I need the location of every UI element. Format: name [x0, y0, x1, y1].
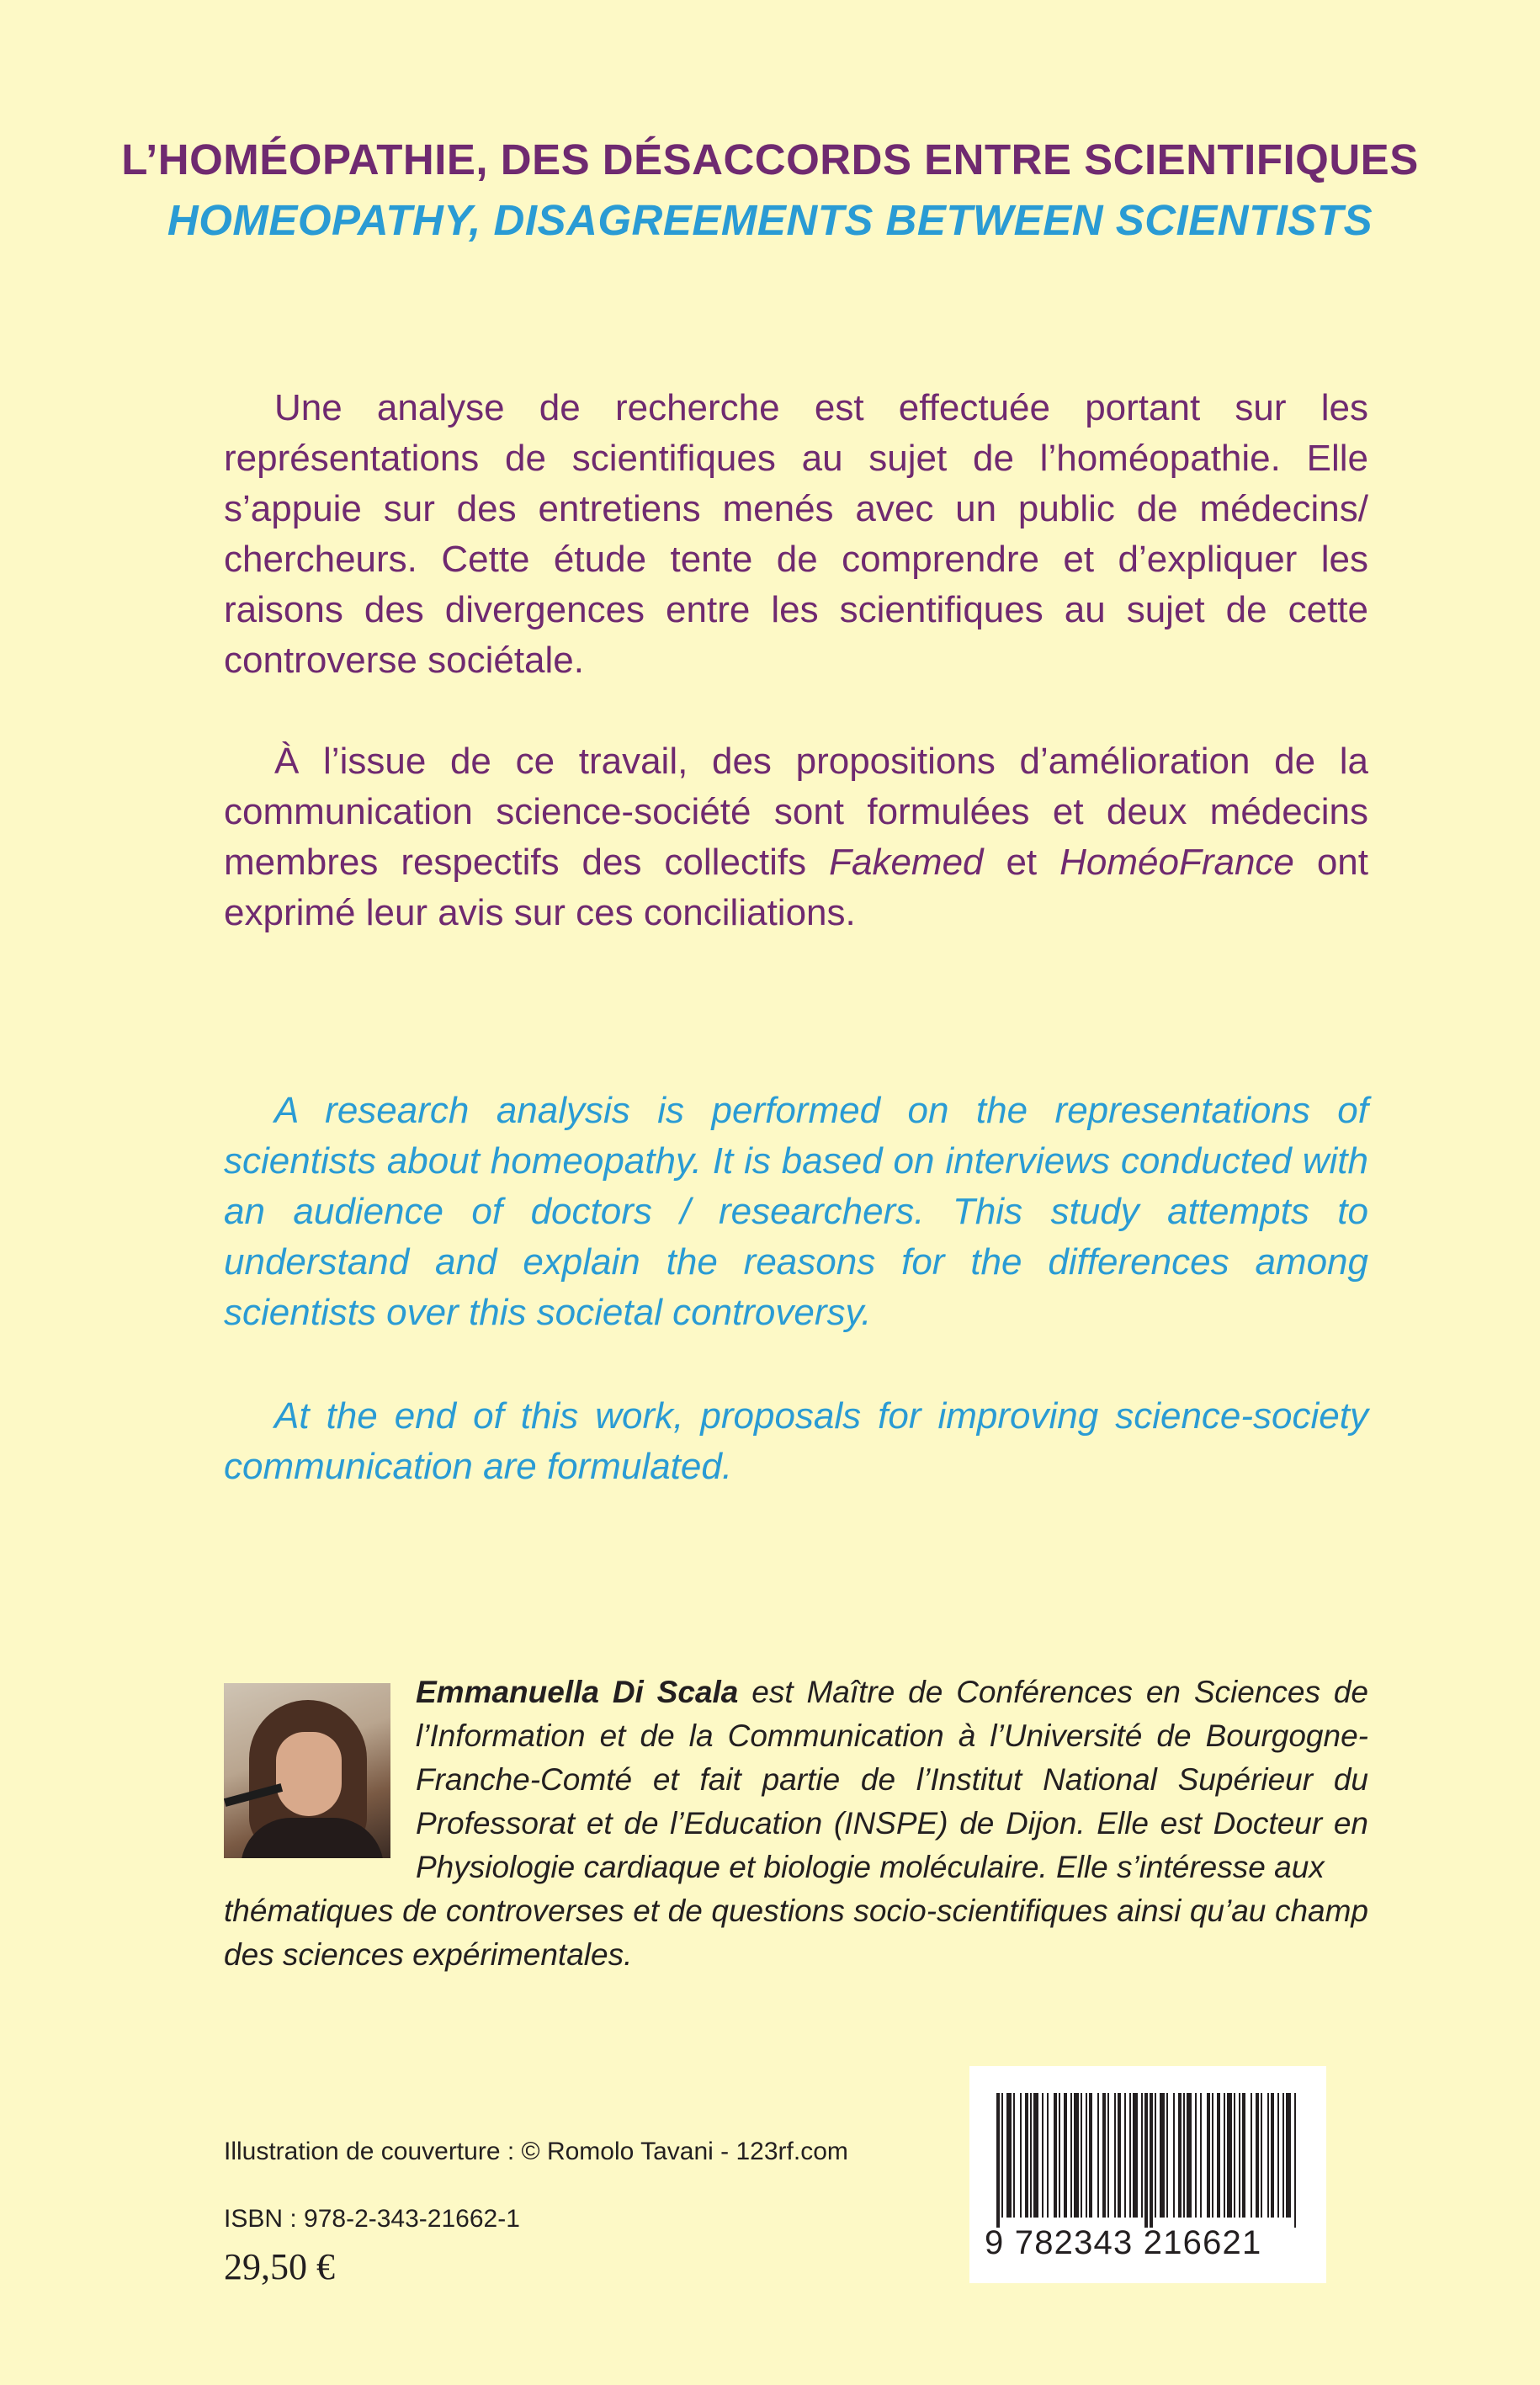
- collective-homeofrance: HoméoFrance: [1059, 842, 1294, 883]
- barcode-digits: 9 782343 216621: [985, 2224, 1262, 2261]
- barcode: [969, 2066, 1326, 2283]
- english-paragraph-1: A research analysis is performed on the representations of scientists about homeopathy. It is based on interviews conducted with an audience of doctors / researchers. This study attempts to understand and explain the reasons for the differences among scientists over this societal controversy.: [224, 1090, 1368, 1333]
- french-paragraph-2: [224, 736, 1368, 938]
- author-name: Emmanuella Di Scala: [416, 1675, 739, 1709]
- author-bio-text: est Maître de Conférences en Sciences de l’Information et de la Communication à l’Université de Bourgogne-Franche-Comté et fait partie de l’Institut National Supérieur du Professorat et de l’Education (INSPE) de Dijon. Elle est Docteur en Physiologie cardiaque et biologie moléculaire. Elle s’intéresse aux: [416, 1675, 1368, 1884]
- title-french: L’HOMÉOPATHIE, DES DÉSACCORDS ENTRE SCIENTIFIQUES: [121, 135, 1419, 183]
- collective-fakemed: Fakemed: [829, 842, 984, 883]
- author-bio: [416, 1671, 1368, 1889]
- french-paragraph-2-and: et: [983, 842, 1060, 883]
- french-paragraph-2-text-b: ont exprimé leur avis sur ces conciliations.: [224, 842, 1368, 933]
- cover-illustration-credit: Illustration de couverture : © Romolo Tavani - 123rf.com: [224, 2138, 848, 2165]
- french-paragraph-2-text-a: À l’issue de ce travail, des propositions d’amélioration de la communication science-société sont formulées et deux médecins membres respectifs des collectifs: [224, 741, 1368, 883]
- title-english: HOMEOPATHY, DISAGREEMENTS BETWEEN SCIENTISTS: [167, 196, 1373, 244]
- english-paragraph-2: At the end of this work, proposals for improving science-society communication are formulated.: [224, 1395, 1368, 1487]
- price: 29,50 €: [224, 2246, 335, 2287]
- author-photo: [224, 1683, 390, 1858]
- author-bio-continued: thématiques de controverses et de questions socio-scientifiques ainsi qu’au champ des sciences expérimentales.: [224, 1894, 1368, 1972]
- french-paragraph-1: Une analyse de recherche est effectuée portant sur les représentations de scientifiques au sujet de l’homéopathie. Elle s’appuie sur des entretiens menés avec un public de médecins/ chercheurs. Cette étude tente de comprendre et d’expliquer les raisons des divergences entre les scientifiques au sujet de cette controverse sociétale.: [224, 387, 1368, 681]
- isbn: ISBN : 978-2-343-21662-1: [224, 2205, 520, 2233]
- barcode-bars: [993, 2093, 1303, 2228]
